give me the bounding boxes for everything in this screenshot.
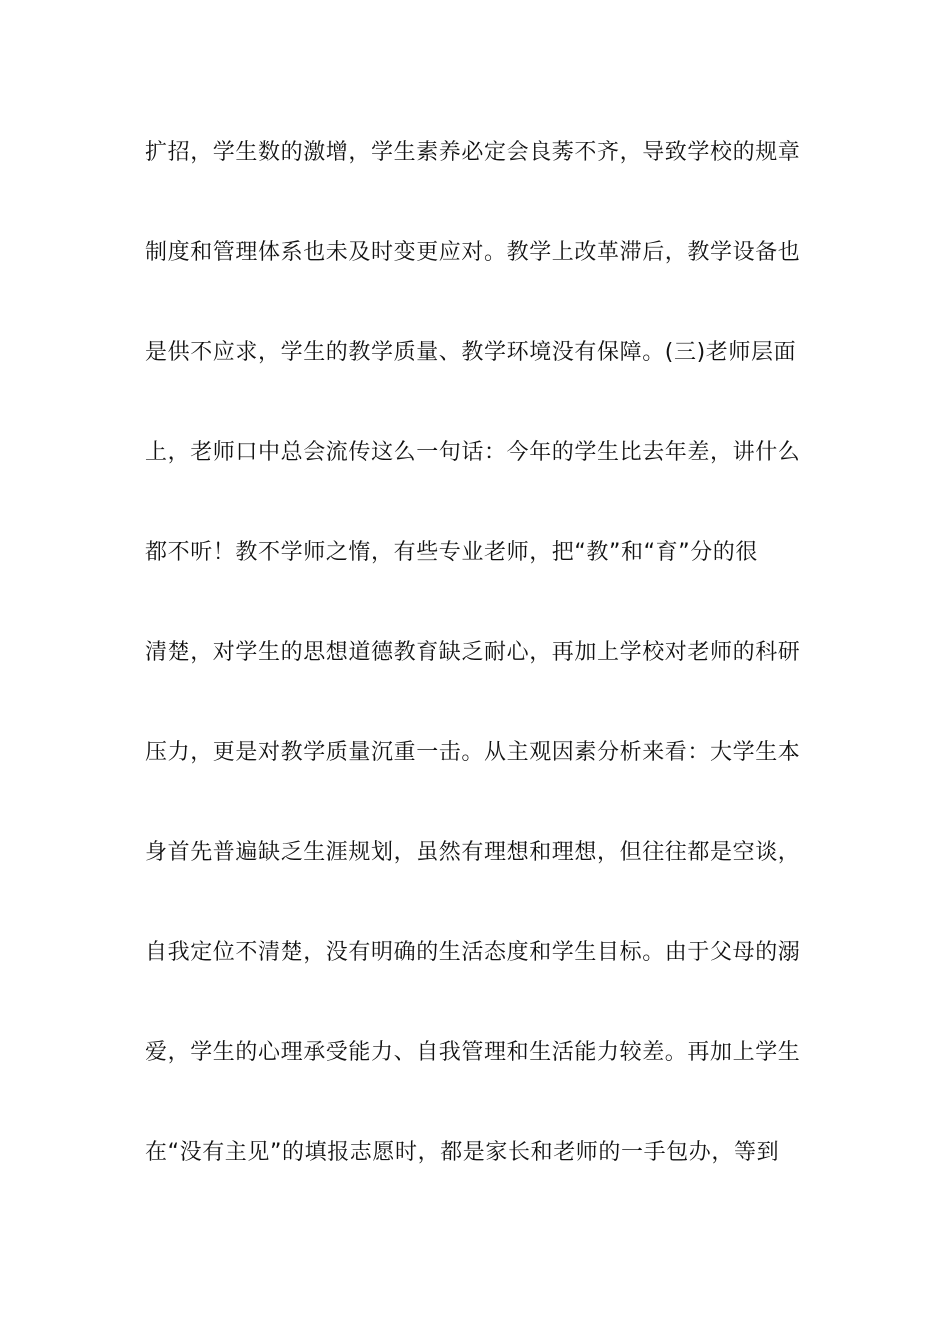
text-line: 在“没有主见”的填报志愿时，都是家长和老师的一手包办，等到: [145, 1140, 780, 1165]
text-line: 爱，学生的心理承受能力、自我管理和生活能力较差。再加上学生: [145, 1040, 801, 1065]
text-line: 自我定位不清楚，没有明确的生活态度和学生目标。由于父母的溺: [145, 940, 801, 965]
text-line: 清楚，对学生的思想道德教育缺乏耐心，再加上学校对老师的科研: [145, 640, 801, 665]
text-line: 身首先普遍缺乏生涯规划，虽然有理想和理想，但往往都是空谈，: [145, 840, 801, 865]
text-line: 压力，更是对教学质量沉重一击。从主观因素分析来看：大学生本: [145, 740, 801, 765]
text-line: 都不听！教不学师之惰，有些专业老师，把“教”和“育”分的很: [145, 540, 758, 565]
text-line: 是供不应求，学生的教学质量、教学环境没有保障。(三)老师层面: [145, 340, 797, 365]
text-line: 上，老师口中总会流传这么一句话：今年的学生比去年差，讲什么: [145, 440, 801, 465]
text-line: 扩招，学生数的激增，学生素养必定会良莠不齐，导致学校的规章: [145, 140, 801, 165]
text-line: 制度和管理体系也未及时变更应对。教学上改革滞后，教学设备也: [145, 240, 801, 265]
body-paragraph: [145, 128, 815, 1228]
